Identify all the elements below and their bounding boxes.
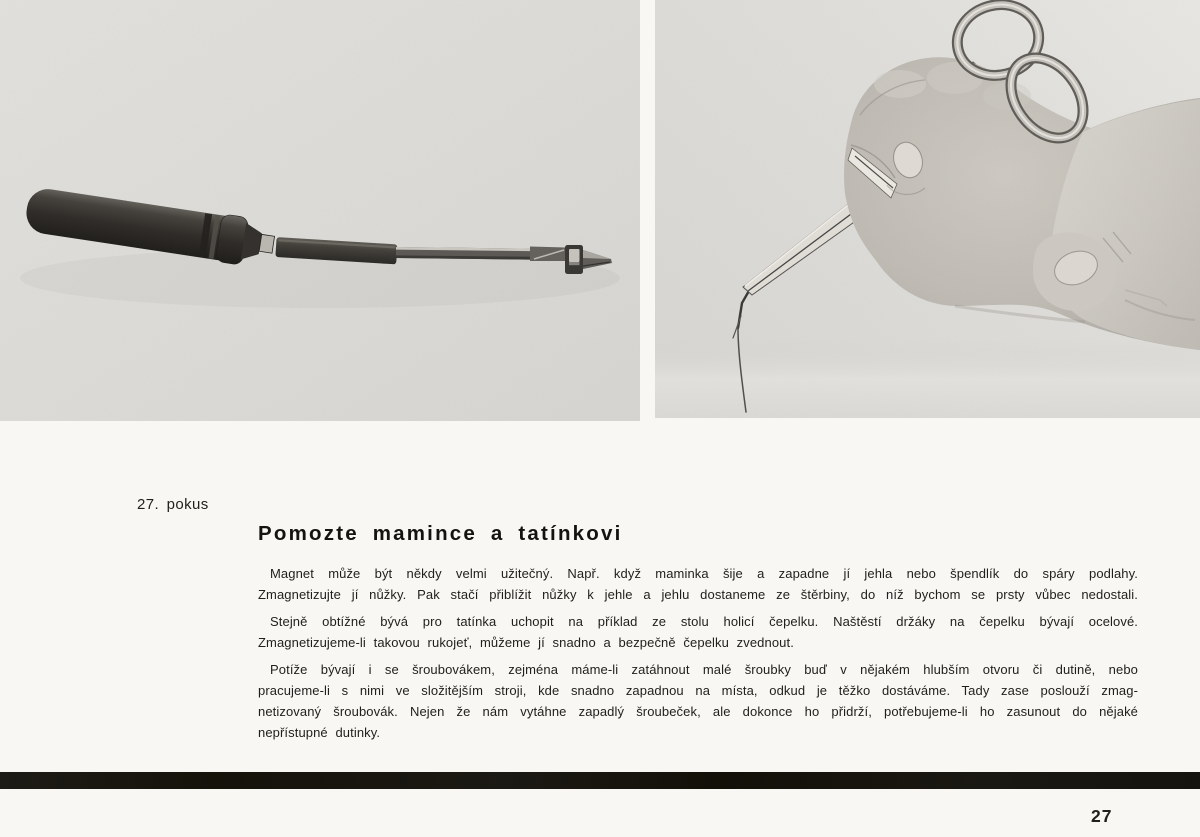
text-line: nepřístupné dutinky. <box>258 725 381 740</box>
page-number: 27 <box>1091 806 1113 826</box>
text-line: pracujeme-li s nimi ve složitějším stroji, kde snadno zapadnou na místa, odkud je těžko dostáváme. Tady zase poslouží zmag- <box>258 683 1138 698</box>
experiment-number-label: 27. pokus <box>137 496 209 513</box>
text-line: netizovaný šroubovák. Nejen že nám vytáhne zapadlý šroubeček, ale dokonce ho přidrží, potřebujeme-li ho zasunout do nějaké <box>258 704 1138 719</box>
text-line: Zmagnetizujte jí nůžky. Pak stačí přiblížit nůžky k jehle a jehlu dostaneme ze štěrbiny, do níž bychom se prsty vůbec nedostali. <box>258 587 1138 602</box>
paragraph <box>258 563 1138 605</box>
body-text <box>258 563 1138 749</box>
text-line: Stejně obtížné bývá pro tatínka uchopit na příklad ze stolu holicí čepelku. Naštěstí držáky na čepelku bývají ocelové. <box>270 614 1138 629</box>
scissors-photo-svg <box>655 0 1200 418</box>
film-grain-overlay <box>0 0 640 421</box>
article-title: Pomozte mamince a tatínkovi <box>258 522 623 545</box>
paragraph <box>258 611 1138 653</box>
photo-magnetized-screwdriver <box>0 0 640 421</box>
text-line: Zmagnetizujeme-li takovou rukojeť, můžeme jí snadno a bezpečně čepelku zvednout. <box>258 635 794 650</box>
footer-rule <box>0 772 1200 789</box>
screwdriver-photo-svg <box>0 0 640 421</box>
text-line: Potíže bývají i se šroubovákem, zejména máme-li zatáhnout malé šroubky buď v nějakém hlubším otvoru či dutině, nebo <box>270 662 1138 677</box>
film-grain-overlay <box>655 0 1200 418</box>
text-line: Magnet může být někdy velmi užitečný. Např. když maminka šije a zapadne jí jehla nebo špendlík do spáry podlahy. <box>270 566 1138 581</box>
paragraph <box>258 659 1138 743</box>
photo-scissors-lifting-needle <box>655 0 1200 418</box>
